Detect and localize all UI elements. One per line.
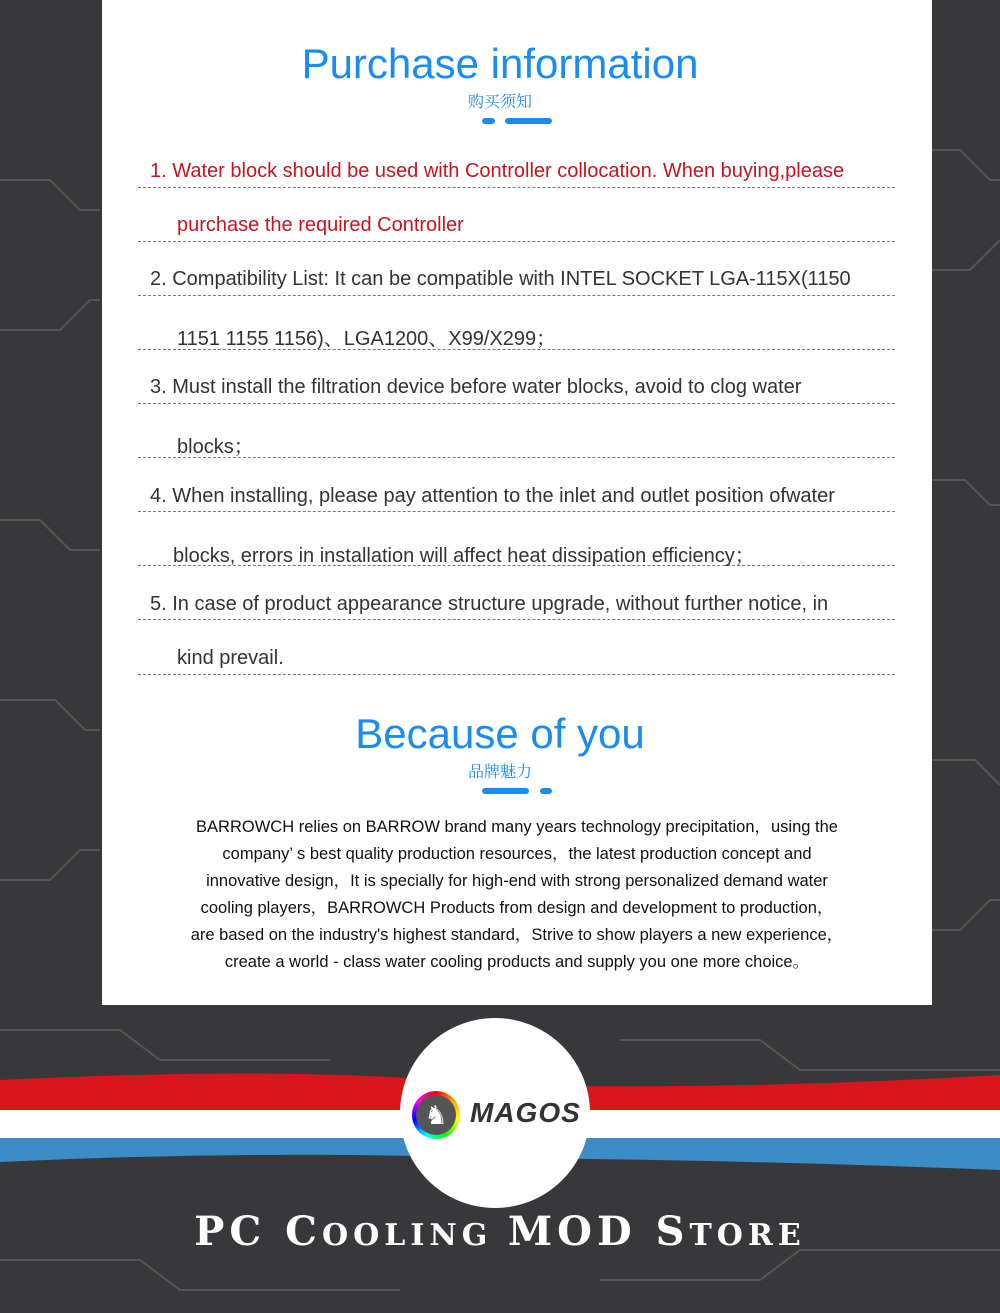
brand-title: Because of you [355, 710, 645, 757]
brand-subtitle: 品牌魅力 [467, 764, 532, 781]
horse-logo-icon: ♞ [412, 1091, 460, 1139]
notice-line: 1. Water block should be used with Controller collocation. When buying,please [150, 160, 845, 182]
store-name: PC COOLING MOD STORE [194, 1208, 806, 1255]
paragraph-line: company’ s best quality production resources，the latest production concept and [222, 845, 812, 863]
notice-line: 1151 1155 1156)、LGA1200、X99/X299； [177, 328, 557, 350]
divider [138, 295, 895, 296]
title-dash [540, 788, 552, 794]
notice-line: blocks； [177, 436, 254, 458]
brand-paragraph [140, 814, 894, 976]
title-dash [482, 118, 495, 124]
notice-line: 5. In case of product appearance structure upgrade, without further notice, in [150, 593, 829, 615]
paragraph-line: BARROWCH relies on BARROW brand many years technology precipitation，using the [196, 818, 838, 836]
divider [138, 619, 895, 620]
notice-line: 2. Compatibility List: It can be compatible with INTEL SOCKET LGA-115X(1150 [150, 268, 851, 290]
divider [138, 403, 895, 404]
notice-line: blocks, errors in installation will affect heat dissipation efficiency； [173, 545, 755, 567]
brand-logo-text: MAGOS [470, 1097, 581, 1128]
paragraph-line: are based on the industry's highest standard，Strive to show players a new experience， [190, 926, 844, 944]
divider [138, 241, 895, 242]
paragraph-line: innovative design，It is specially for high-end with strong personalized demand water [206, 872, 828, 890]
notice-line: purchase the required Controller [177, 214, 464, 236]
notice-line: 3. Must install the filtration device before water blocks, avoid to clog water [150, 376, 802, 398]
notice-line: 4. When installing, please pay attention to the inlet and outlet position ofwater [150, 485, 835, 507]
title-dash [505, 118, 552, 124]
divider [138, 187, 895, 188]
divider [138, 674, 895, 675]
notice-line: kind prevail. [177, 647, 284, 669]
title-dash [482, 788, 529, 794]
divider [138, 511, 895, 512]
paragraph-line: cooling players，BARROWCH Products from design and development to production， [200, 899, 834, 917]
purchase-title: Purchase information [301, 40, 699, 87]
paragraph-line: create a world - class water cooling products and supply you one more choice。 [224, 953, 810, 971]
purchase-subtitle: 购买须知 [467, 94, 532, 111]
